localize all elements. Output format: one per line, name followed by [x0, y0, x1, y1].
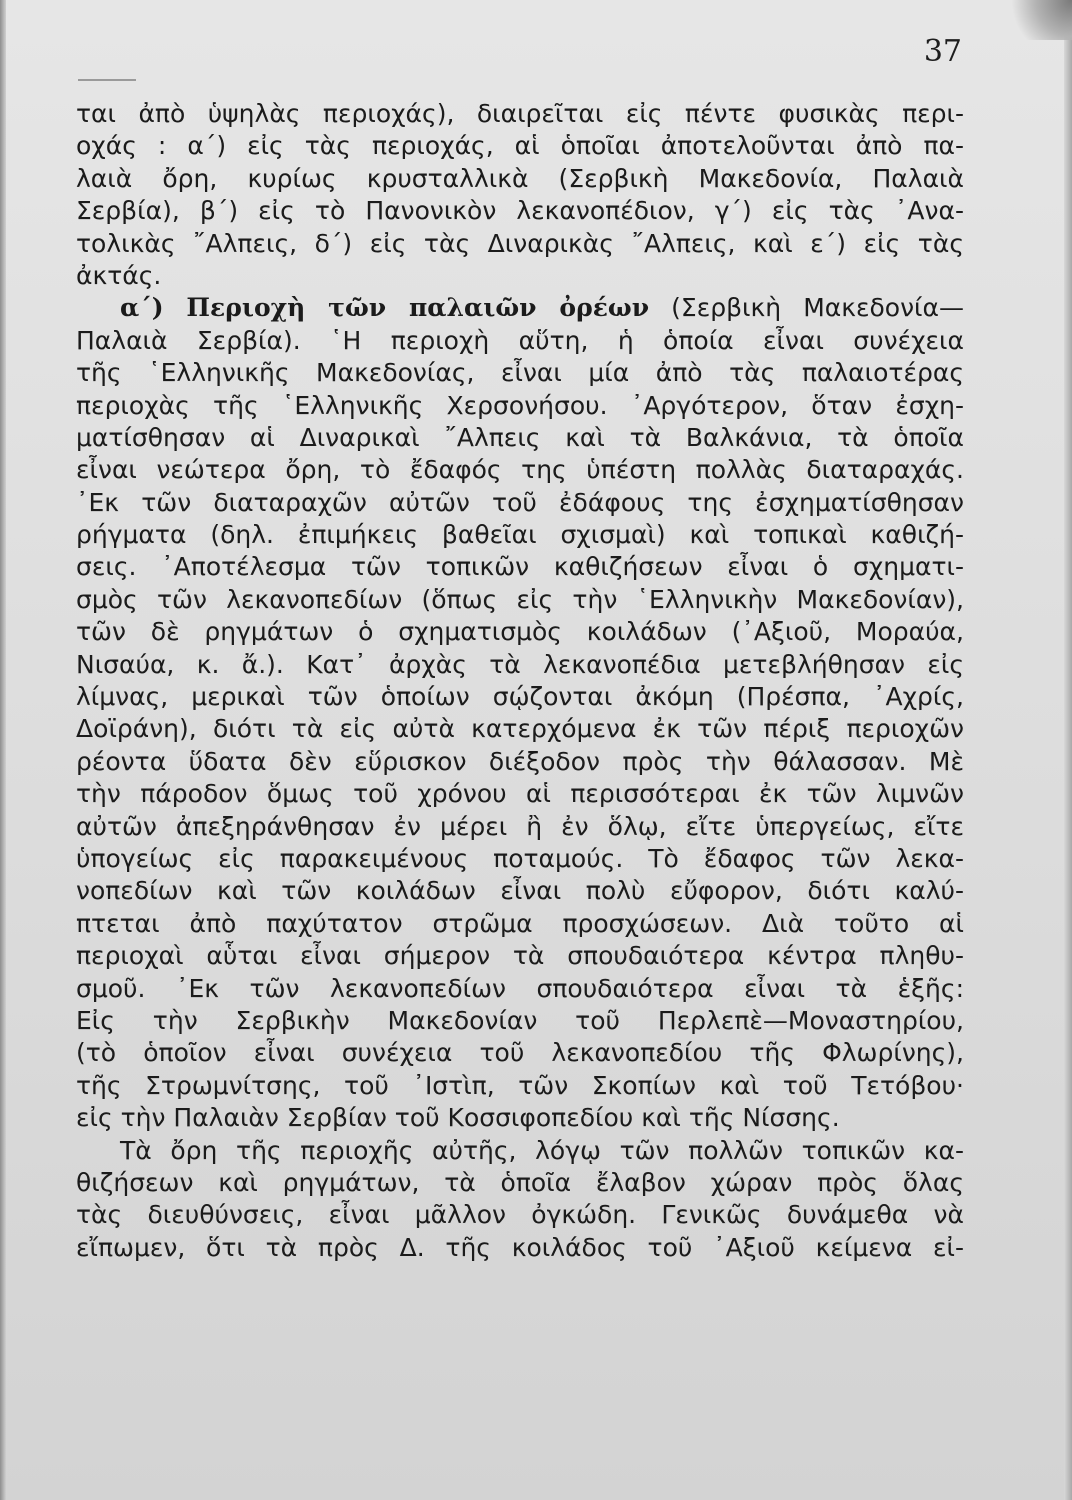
text-line: τολικὰς ῎Αλπεις, δ΄) εἰς τὰς Διναρικὰς ῎Αλπεις, καὶ ε΄) εἰς τὰς	[76, 228, 964, 258]
body-text	[76, 98, 964, 1264]
text-line: Νισαύα, κ. ἄ.). Κατ᾿ ἀρχὰς τὰ λεκανοπέδια μετεβλήθησαν εἰς	[76, 649, 964, 679]
text-line: ᾿Εκ τῶν διαταραχῶν αὐτῶν τοῦ ἐδάφους της ἐσχηματίσθησαν	[76, 487, 964, 517]
text-line: οχάς : α΄) εἰς τὰς περιοχάς, αἱ ὁποῖαι ἀποτελοῦνται ἀπὸ πα-	[76, 131, 964, 161]
text-line: τῆς Στρωμνίτσης, τοῦ ᾿Ιστὶπ, τῶν Σκοπίων καὶ τοῦ Τετόβου·	[76, 1070, 964, 1100]
text-line: Παλαιὰ Σερβία). ῾Η περιοχὴ αὕτη, ἡ ὁποία εἶναι συνέχεια	[76, 325, 964, 355]
text-line: περιοχαὶ αὗται εἶναι σήμερον τὰ σπουδαιότερα κέντρα πληθυ-	[76, 941, 964, 971]
text-line: ται ἀπὸ ὑψηλὰς περιοχάς), διαιρεῖται εἰς πέντε φυσικὰς περι-	[76, 99, 964, 128]
text-line: Σερβία), β΄) εἰς τὸ Πανονικὸν λεκανοπέδιον, γ΄) εἰς τὰς ᾿Ανα-	[76, 196, 964, 226]
text-line: εἶναι νεώτερα ὄρη, τὸ ἔδαφός της ὑπέστη πολλὰς διαταραχάς.	[76, 455, 964, 485]
text-line: Τὰ ὄρη τῆς περιοχῆς αὐτῆς, λόγῳ τῶν πολλῶν τοπικῶν κα-	[120, 1135, 964, 1165]
text-line: σμοῦ. ᾿Εκ τῶν λεκανοπεδίων σπουδαιότερα εἶναι τὰ ἑξῆς:	[76, 973, 964, 1003]
page-number: 37	[923, 34, 962, 69]
text-line: Δοϊράνη), διότι τὰ εἰς αὐτὰ κατερχόμενα ἐκ τῶν πέριξ περιοχῶν	[76, 714, 964, 744]
text-line: θιζήσεων καὶ ρηγμάτων, τὰ ὁποῖα ἔλαβον χώραν πρὸς ὅλας	[76, 1167, 964, 1197]
text-line: τὰς διευθύνσεις, εἶναι μᾶλλον ὀγκώδη. Γενικῶς δυνάμεθα νὰ	[76, 1200, 964, 1230]
text-line: ρήγματα (δηλ. ἐπιμήκεις βαθεῖαι σχισμαὶ) καὶ τοπικαὶ καθιζή-	[76, 520, 964, 550]
page-corner-shadow	[1002, 0, 1072, 40]
text-line: περιοχὰς τῆς ῾Ελληνικῆς Χερσονήσου. ᾿Αργότερον, ὅταν ἐσχη-	[76, 390, 964, 420]
text-line: νοπεδίων καὶ τῶν κοιλάδων εἶναι πολὺ εὔφορον, διότι καλύ-	[76, 876, 964, 906]
text-line: ὑπογείως εἰς παρακειμένους ποταμούς. Τὸ ἔδαφος τῶν λεκα-	[76, 843, 964, 873]
section-heading-tail: (Σερβικὴ Μακεδονία—	[649, 293, 964, 323]
text-line: εἰς τὴν Παλαιὰν Σερβίαν τοῦ Κοσσιφοπεδίου καὶ τῆς Νίσσης.	[76, 1103, 840, 1133]
text-line: Εἰς τὴν Σερβικὴν Μακεδονίαν τοῦ Περλεπὲ—Μοναστηρίου,	[76, 1005, 964, 1035]
text-line: πτεται ἀπὸ παχύτατον στρῶμα προσχώσεων. Διὰ τοῦτο αἱ	[76, 908, 964, 938]
text-line: ματίσθησαν αἱ Διναρικαὶ ῎Αλπεις καὶ τὰ Βαλκάνια, τὰ ὁποῖα	[76, 422, 964, 452]
text-line: αὐτῶν ἀπεξηράνθησαν ἐν μέρει ἢ ἐν ὅλῳ, εἴτε ὑπεργείως, εἴτε	[76, 811, 964, 841]
text-line: λίμνας, μερικαὶ τῶν ὁποίων σῴζονται ἀκόμη (Πρέσπα, ᾿Αχρίς,	[76, 682, 964, 712]
section-heading-line	[76, 292, 964, 324]
text-line: ἀκτάς.	[76, 260, 162, 290]
section-heading: α΄) Περιοχὴ τῶν παλαιῶν ὀρέων	[120, 293, 650, 323]
text-line: τῶν δὲ ρηγμάτων ὁ σχηματισμὸς κοιλάδων (᾿Αξιοῦ, Μοραύα,	[76, 617, 964, 647]
text-line: τὴν πάροδον ὅμως τοῦ χρόνου αἱ περισσότεραι ἐκ τῶν λιμνῶν	[76, 779, 964, 809]
page-right-edge	[1064, 0, 1072, 1500]
text-line: λαιὰ ὄρη, κυρίως κρυσταλλικὰ (Σερβικὴ Μακεδονία, Παλαιὰ	[76, 163, 964, 193]
text-line: σεις. ᾿Αποτέλεσμα τῶν τοπικῶν καθιζήσεων εἶναι ὁ σχηματι-	[76, 552, 964, 582]
text-line: εἴπωμεν, ὅτι τὰ πρὸς Δ. τῆς κοιλάδος τοῦ ᾿Αξιοῦ κείμενα εἰ-	[76, 1232, 964, 1262]
text-line: σμὸς τῶν λεκανοπεδίων (ὅπως εἰς τὴν ῾Ελληνικὴν Μακεδονίαν),	[76, 584, 964, 614]
text-line: ρέοντα ὕδατα δὲν εὕρισκον διέξοδον πρὸς τὴν θάλασσαν. Μὲ	[76, 746, 964, 776]
page-left-edge	[0, 0, 6, 1500]
header-rule	[78, 79, 136, 81]
text-line: (τὸ ὁποῖον εἶναι συνέχεια τοῦ λεκανοπεδίου τῆς Φλωρίνης),	[76, 1038, 964, 1068]
text-line: τῆς ῾Ελληνικῆς Μακεδονίας, εἶναι μία ἀπὸ τὰς παλαιοτέρας	[76, 358, 964, 388]
